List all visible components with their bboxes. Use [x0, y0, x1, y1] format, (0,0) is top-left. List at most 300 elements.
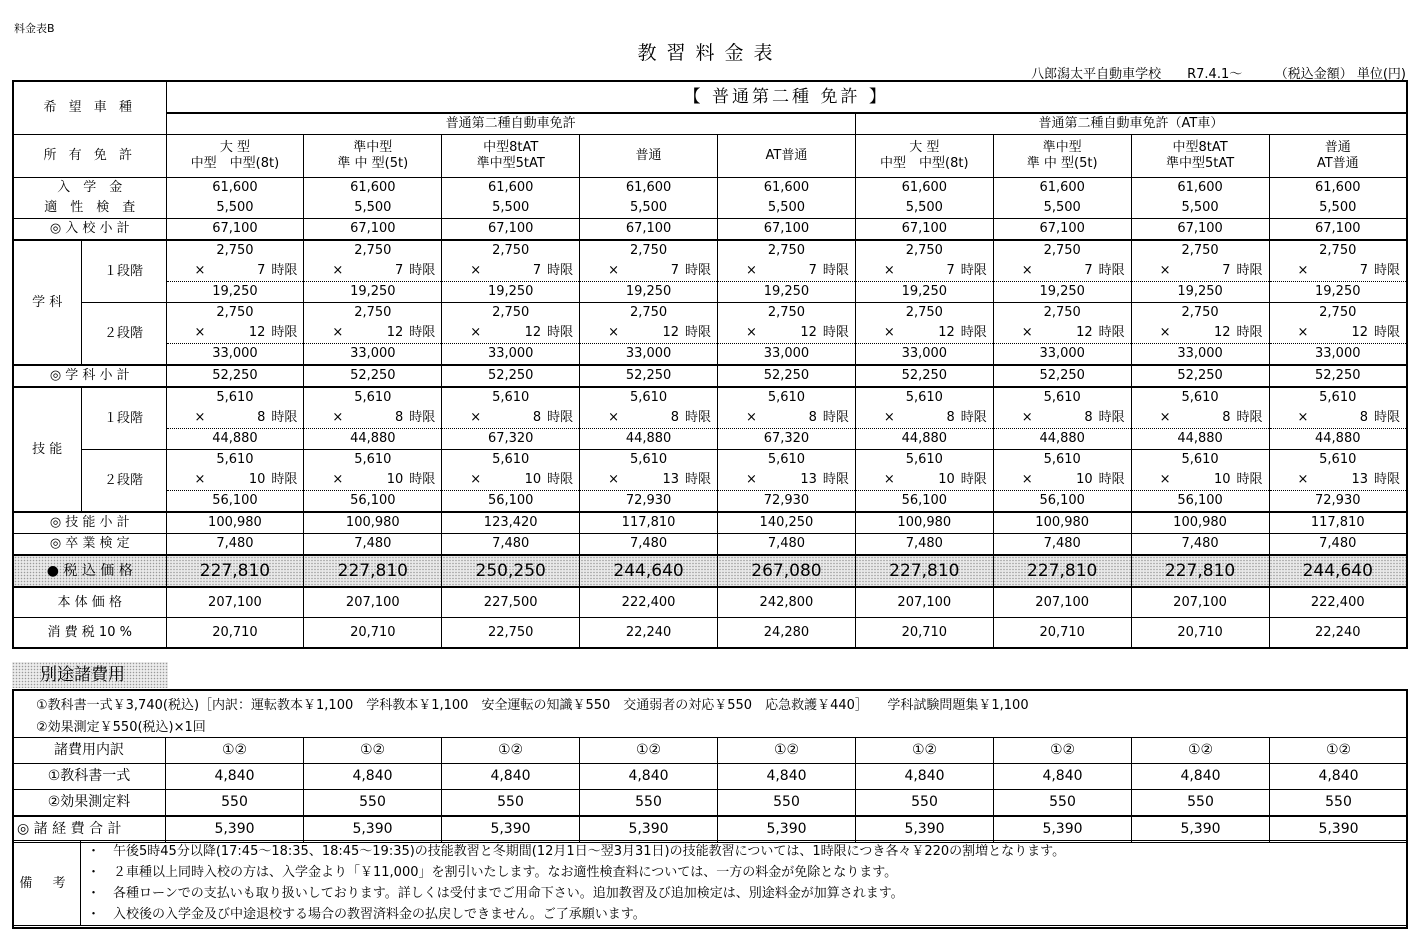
hours-value: 8: [1359, 410, 1368, 425]
academic-stage2-hours: [166, 323, 304, 344]
hours-value: 12: [386, 325, 404, 340]
times-sign: ×: [883, 472, 895, 487]
skill-stage1-hours: [855, 408, 993, 429]
academic-stage2-hours: [304, 323, 442, 344]
times-sign: ×: [1297, 263, 1309, 278]
hours-value: 12: [800, 325, 817, 340]
graduation-value: 7,480: [993, 534, 1131, 556]
breakdown-value: ①②: [580, 738, 718, 764]
academic-stage1-hours: [1131, 261, 1269, 282]
table-row: [13, 470, 1407, 491]
header-column: [580, 135, 718, 178]
graduation-value: 7,480: [442, 534, 580, 556]
hours-unit: 時限: [1373, 263, 1400, 278]
hours-unit: 時限: [822, 263, 849, 278]
academic-stage1-sum: 19,250: [855, 282, 993, 303]
skill-subtotal-value: 140,250: [718, 512, 856, 534]
academic-subtotal-value: 52,250: [1131, 365, 1269, 387]
table-row: [13, 219, 1407, 241]
skill-stage1-sum: 44,880: [1269, 429, 1407, 450]
base-price-value: 207,100: [993, 587, 1131, 618]
label-textbook: ①教科書一式: [13, 764, 166, 790]
skill-stage2-hours: [1131, 470, 1269, 491]
table-row: [13, 841, 1408, 863]
hours-unit: 時限: [960, 263, 987, 278]
base-price-value: 222,400: [580, 587, 718, 618]
skill-stage2-hours: [855, 470, 993, 491]
label-test: ②効果測定料: [13, 790, 166, 817]
hours-unit: 時限: [1098, 410, 1125, 425]
entry-fee-value: 61,600: [442, 178, 580, 199]
extra-total-value: 5,390: [1270, 816, 1408, 843]
skill-stage2-hours: [1269, 470, 1407, 491]
hours-unit: 時限: [547, 472, 574, 487]
entry-subtotal-value: 67,100: [580, 219, 718, 241]
academic-stage2-hours: [718, 323, 856, 344]
hours-value: 12: [524, 325, 542, 340]
times-sign: ×: [1021, 410, 1033, 425]
entry-fee-value: 61,600: [718, 178, 856, 199]
hours-unit: 時限: [822, 472, 849, 487]
skill-subtotal-value: 100,980: [1131, 512, 1269, 534]
header-column: [993, 135, 1131, 178]
graduation-value: 7,480: [166, 534, 304, 556]
label-skill: 技 能: [13, 387, 81, 512]
academic-stage2-sum: 33,000: [580, 344, 718, 366]
skill-stage2-sum: 56,100: [855, 491, 993, 513]
academic-subtotal-value: 52,250: [442, 365, 580, 387]
academic-subtotal-value: 52,250: [580, 365, 718, 387]
academic-stage1-sum: 19,250: [442, 282, 580, 303]
academic-stage1-hours: [442, 261, 580, 282]
header-group-manual: 普通第二種自動車免許: [166, 113, 855, 135]
academic-stage1-hours: [1269, 261, 1407, 282]
table-row: [13, 387, 1407, 408]
hours-value: 10: [1076, 472, 1093, 487]
column-title: 準中型: [1042, 140, 1082, 155]
hours-value: 12: [1351, 325, 1368, 340]
tax-value: 20,710: [855, 618, 993, 649]
label-stage1: １段階: [81, 387, 166, 450]
hours-value: 13: [800, 472, 817, 487]
header-column: [304, 135, 442, 178]
hours-value: 12: [662, 325, 679, 340]
academic-stage1-unit: 2,750: [1269, 240, 1407, 261]
skill-stage1-unit: 5,610: [993, 387, 1131, 408]
skill-stage2-sum: 72,930: [718, 491, 856, 513]
label-skill-subtotal: ◎ 技 能 小 計: [13, 512, 166, 534]
skill-stage2-sum: 56,100: [442, 491, 580, 513]
academic-stage2-sum: 33,000: [442, 344, 580, 366]
aptitude-value: 5,500: [1131, 198, 1269, 219]
skill-stage2-sum: 56,100: [993, 491, 1131, 513]
academic-stage1-sum: 19,250: [993, 282, 1131, 303]
textbook-value: 4,840: [856, 764, 994, 790]
times-sign: ×: [608, 410, 620, 425]
skill-subtotal-value: 100,980: [166, 512, 304, 534]
skill-stage1-sum: 44,880: [855, 429, 993, 450]
skill-stage2-unit: 5,610: [304, 450, 442, 471]
academic-subtotal-value: 52,250: [166, 365, 304, 387]
note-item: ・ 入校後の入学金及び中途退校する場合の教習済料金の払戻しできません。ご了承願います。: [81, 904, 1408, 926]
academic-stage2-sum: 33,000: [993, 344, 1131, 366]
extra-fees-title: 別途諸費用: [12, 662, 168, 688]
hours-unit: 時限: [271, 472, 298, 487]
total-value: 227,810: [304, 555, 442, 587]
academic-stage1-sum: 19,250: [1269, 282, 1407, 303]
times-sign: ×: [1159, 410, 1171, 425]
aptitude-value: 5,500: [718, 198, 856, 219]
times-sign: ×: [1159, 472, 1171, 487]
base-price-value: 207,100: [166, 587, 304, 618]
graduation-value: 7,480: [1131, 534, 1269, 556]
skill-stage1-unit: 5,610: [1269, 387, 1407, 408]
skill-stage1-unit: 5,610: [304, 387, 442, 408]
skill-stage2-unit: 5,610: [1269, 450, 1407, 471]
hours-value: 10: [938, 472, 955, 487]
entry-fee-value: 61,600: [855, 178, 993, 199]
academic-stage2-unit: 2,750: [1269, 303, 1407, 324]
skill-stage1-unit: 5,610: [580, 387, 718, 408]
skill-stage2-sum: 56,100: [304, 491, 442, 513]
skill-stage2-unit: 5,610: [580, 450, 718, 471]
column-title: 普通: [1324, 140, 1351, 155]
academic-stage2-sum: 33,000: [1131, 344, 1269, 366]
hours-value: 8: [808, 410, 817, 425]
label-aptitude: 適 性 検 査: [13, 198, 166, 219]
breakdown-value: ①②: [994, 738, 1132, 764]
table-row: [13, 618, 1407, 649]
academic-stage1-sum: 19,250: [1131, 282, 1269, 303]
entry-subtotal-value: 67,100: [1269, 219, 1407, 241]
skill-stage1-unit: 5,610: [442, 387, 580, 408]
skill-subtotal-value: 117,810: [580, 512, 718, 534]
breakdown-value: ①②: [1132, 738, 1270, 764]
hours-unit: 時限: [822, 325, 849, 340]
breakdown-value: ①②: [166, 738, 304, 764]
table-row: [13, 198, 1407, 219]
extra-total-value: 5,390: [442, 816, 580, 843]
column-title: 普通: [635, 148, 662, 163]
test-value: 550: [442, 790, 580, 817]
academic-stage2-sum: 33,000: [718, 344, 856, 366]
hours-value: 12: [938, 325, 955, 340]
entry-fee-value: 61,600: [1269, 178, 1407, 199]
test-value: 550: [304, 790, 442, 817]
base-price-value: 222,400: [1269, 587, 1407, 618]
skill-stage1-sum: 44,880: [166, 429, 304, 450]
hours-value: 7: [1222, 263, 1231, 278]
table-row: [13, 408, 1407, 429]
skill-stage2-hours: [304, 470, 442, 491]
skill-stage1-hours: [718, 408, 856, 429]
academic-stage2-unit: 2,750: [1131, 303, 1269, 324]
breakdown-value: ①②: [442, 738, 580, 764]
total-value: 227,810: [166, 555, 304, 587]
academic-stage1-sum: 19,250: [718, 282, 856, 303]
header-column: [166, 135, 304, 178]
skill-stage1-unit: 5,610: [1131, 387, 1269, 408]
label-extra-total: ◎ 諸 経 費 合 計: [13, 816, 166, 843]
base-price-value: 207,100: [855, 587, 993, 618]
skill-stage2-hours: [580, 470, 718, 491]
extra-total-value: 5,390: [304, 816, 442, 843]
academic-subtotal-value: 52,250: [718, 365, 856, 387]
times-sign: ×: [883, 263, 895, 278]
entry-subtotal-value: 67,100: [855, 219, 993, 241]
table-row: [13, 261, 1407, 282]
skill-stage2-unit: 5,610: [718, 450, 856, 471]
hours-unit: 時限: [1236, 263, 1263, 278]
header-column: [718, 135, 856, 178]
hours-value: 10: [248, 472, 266, 487]
entry-subtotal-value: 67,100: [442, 219, 580, 241]
hours-unit: 時限: [409, 263, 436, 278]
hours-value: 8: [1222, 410, 1231, 425]
hours-unit: 時限: [1373, 472, 1400, 487]
hours-value: 10: [1213, 472, 1231, 487]
column-subtitle: 準 中 型(5t): [1026, 156, 1098, 171]
table-row: [13, 450, 1407, 471]
column-subtitle: AT普通: [1316, 156, 1359, 171]
skill-stage1-unit: 5,610: [166, 387, 304, 408]
times-sign: ×: [470, 410, 482, 425]
hours-unit: 時限: [960, 325, 987, 340]
hours-value: 7: [394, 263, 404, 278]
label-total: ● 税 込 価 格: [13, 555, 166, 587]
label-graduation: ◎ 卒 業 検 定: [13, 534, 166, 556]
skill-subtotal-value: 100,980: [993, 512, 1131, 534]
skill-stage2-sum: 56,100: [1131, 491, 1269, 513]
test-value: 550: [994, 790, 1132, 817]
hours-value: 10: [386, 472, 404, 487]
academic-stage2-hours: [993, 323, 1131, 344]
hours-value: 10: [524, 472, 542, 487]
test-value: 550: [166, 790, 304, 817]
times-sign: ×: [1021, 325, 1033, 340]
entry-fee-value: 61,600: [304, 178, 442, 199]
skill-stage1-hours: [304, 408, 442, 429]
table-row: [13, 282, 1407, 303]
extra-fees-table: [12, 737, 1408, 843]
textbook-value: 4,840: [1270, 764, 1408, 790]
entry-subtotal-value: 67,100: [166, 219, 304, 241]
tax-value: 22,240: [1269, 618, 1407, 649]
times-sign: ×: [883, 325, 895, 340]
hours-unit: 時限: [960, 472, 987, 487]
academic-stage1-sum: 19,250: [304, 282, 442, 303]
times-sign: ×: [1021, 472, 1033, 487]
base-price-value: 207,100: [1131, 587, 1269, 618]
academic-stage1-hours: [580, 261, 718, 282]
test-value: 550: [856, 790, 994, 817]
tax-value: 20,710: [304, 618, 442, 649]
tax-value: 22,240: [580, 618, 718, 649]
tax-value: 24,280: [718, 618, 856, 649]
table-row: [13, 365, 1407, 387]
table-row: [13, 303, 1407, 324]
table-row: [13, 587, 1407, 618]
academic-stage1-unit: 2,750: [1131, 240, 1269, 261]
textbook-value: 4,840: [304, 764, 442, 790]
textbook-value: 4,840: [994, 764, 1132, 790]
table-row: [13, 512, 1407, 534]
label-academic-subtotal: ◎ 学 科 小 計: [13, 365, 166, 387]
notes-table: [12, 840, 1408, 926]
hours-unit: 時限: [271, 263, 298, 278]
times-sign: ×: [332, 410, 344, 425]
academic-stage2-unit: 2,750: [166, 303, 304, 324]
academic-stage2-sum: 33,000: [166, 344, 304, 366]
school-info: 八郎潟太平自動車学校 R7.4.1～ （税込金額） 単位(円): [1031, 67, 1406, 82]
tax-value: 22,750: [442, 618, 580, 649]
academic-stage1-unit: 2,750: [304, 240, 442, 261]
skill-stage1-hours: [1269, 408, 1407, 429]
hours-unit: 時限: [822, 410, 849, 425]
times-sign: ×: [883, 410, 895, 425]
times-sign: ×: [1297, 472, 1309, 487]
academic-stage2-unit: 2,750: [855, 303, 993, 324]
hours-value: 8: [946, 410, 955, 425]
header-own-license: 所 有 免 許: [13, 135, 166, 178]
hours-unit: 時限: [547, 325, 574, 340]
total-value: 244,640: [1269, 555, 1407, 587]
hours-value: 8: [257, 410, 266, 425]
skill-stage1-hours: [580, 408, 718, 429]
label-notes: 備 考: [13, 841, 81, 926]
skill-subtotal-value: 117,810: [1269, 512, 1407, 534]
hours-value: 8: [532, 410, 542, 425]
hours-unit: 時限: [1373, 325, 1400, 340]
extra-total-value: 5,390: [580, 816, 718, 843]
aptitude-value: 5,500: [1269, 198, 1407, 219]
graduation-value: 7,480: [1269, 534, 1407, 556]
skill-stage1-hours: [993, 408, 1131, 429]
academic-stage2-hours: [442, 323, 580, 344]
table-row: [13, 816, 1408, 843]
header-column: [1269, 135, 1407, 178]
column-title: 大 型: [219, 140, 250, 155]
hours-unit: 時限: [547, 410, 574, 425]
times-sign: ×: [470, 263, 482, 278]
hours-value: 7: [1084, 263, 1093, 278]
aptitude-value: 5,500: [166, 198, 304, 219]
skill-stage2-unit: 5,610: [166, 450, 304, 471]
base-price-value: 207,100: [304, 587, 442, 618]
academic-subtotal-value: 52,250: [855, 365, 993, 387]
aptitude-value: 5,500: [442, 198, 580, 219]
textbook-value: 4,840: [718, 764, 856, 790]
breakdown-value: ①②: [304, 738, 442, 764]
table-row: [13, 534, 1407, 556]
academic-stage2-sum: 33,000: [855, 344, 993, 366]
entry-subtotal-value: 67,100: [718, 219, 856, 241]
hours-value: 8: [394, 410, 404, 425]
entry-subtotal-value: 67,100: [993, 219, 1131, 241]
skill-subtotal-value: 123,420: [442, 512, 580, 534]
academic-stage1-sum: 19,250: [580, 282, 718, 303]
academic-subtotal-value: 52,250: [993, 365, 1131, 387]
header-main-category: 【 普通第二種 免許 】: [166, 81, 1407, 113]
skill-stage1-unit: 5,610: [855, 387, 993, 408]
hours-unit: 時限: [1236, 472, 1263, 487]
hours-unit: 時限: [271, 410, 298, 425]
skill-stage2-sum: 72,930: [1269, 491, 1407, 513]
hours-unit: 時限: [547, 263, 574, 278]
textbook-value: 4,840: [1132, 764, 1270, 790]
graduation-value: 7,480: [304, 534, 442, 556]
academic-stage1-hours: [993, 261, 1131, 282]
table-row: [13, 113, 1407, 135]
fee-table: [12, 80, 1408, 649]
hours-unit: 時限: [684, 472, 711, 487]
hours-value: 7: [946, 263, 955, 278]
label-tax: 消 費 税 10 %: [13, 618, 166, 649]
skill-stage2-sum: 56,100: [166, 491, 304, 513]
extra-total-value: 5,390: [994, 816, 1132, 843]
times-sign: ×: [746, 325, 757, 340]
hours-unit: 時限: [684, 263, 711, 278]
academic-stage1-hours: [304, 261, 442, 282]
table-row: [13, 323, 1407, 344]
academic-stage1-hours: [718, 261, 856, 282]
hours-unit: 時限: [1236, 325, 1263, 340]
hours-value: 8: [1084, 410, 1093, 425]
times-sign: ×: [746, 472, 757, 487]
hours-unit: 時限: [1373, 410, 1400, 425]
column-title: 中型8tAT: [483, 140, 539, 155]
base-price-value: 227,500: [442, 587, 580, 618]
academic-stage2-hours: [580, 323, 718, 344]
graduation-value: 7,480: [718, 534, 856, 556]
academic-stage2-hours: [855, 323, 993, 344]
times-sign: ×: [1021, 263, 1033, 278]
breakdown-value: ①②: [1270, 738, 1408, 764]
table-row: [13, 555, 1407, 587]
hours-value: 13: [1351, 472, 1368, 487]
table-row: [13, 738, 1408, 764]
times-sign: ×: [1159, 325, 1171, 340]
academic-stage1-unit: 2,750: [580, 240, 718, 261]
page-title: 教習料金表: [637, 42, 783, 64]
test-value: 550: [718, 790, 856, 817]
extra-total-value: 5,390: [718, 816, 856, 843]
total-value: 227,810: [855, 555, 993, 587]
label-stage2: ２段階: [81, 303, 166, 366]
column-subtitle: 中型 中型(8t): [880, 156, 969, 171]
times-sign: ×: [332, 472, 344, 487]
hours-value: 8: [670, 410, 679, 425]
label-academic: 学 科: [13, 240, 81, 365]
academic-stage1-unit: 2,750: [718, 240, 856, 261]
header-column: [442, 135, 580, 178]
entry-fee-value: 61,600: [166, 178, 304, 199]
graduation-value: 7,480: [580, 534, 718, 556]
academic-stage1-hours: [166, 261, 304, 282]
table-row: [13, 135, 1407, 178]
hours-value: 7: [670, 263, 679, 278]
times-sign: ×: [608, 325, 620, 340]
header-column: [855, 135, 993, 178]
note-item: ・ ２車種以上同時入校の方は、入学金より「￥11,000」を割引いたします。なお適性検査料については、一方の料金が免除となります。: [81, 862, 1408, 883]
breakdown-value: ①②: [718, 738, 856, 764]
label-entry-subtotal: ◎ 入 校 小 計: [13, 219, 166, 241]
textbook-value: 4,840: [442, 764, 580, 790]
skill-stage2-hours: [166, 470, 304, 491]
extra-textbook-note: ①教科書一式￥3,740(税込)［内訳：運転教本￥1,100 学科教本￥1,100 安全運転の知識￥550 交通弱者の対応￥550 応急救護￥440］ 学科試験問題集￥1,100: [36, 698, 1029, 713]
header-vehicle-type: 希 望 車 種: [13, 81, 166, 135]
academic-stage2-unit: 2,750: [580, 303, 718, 324]
